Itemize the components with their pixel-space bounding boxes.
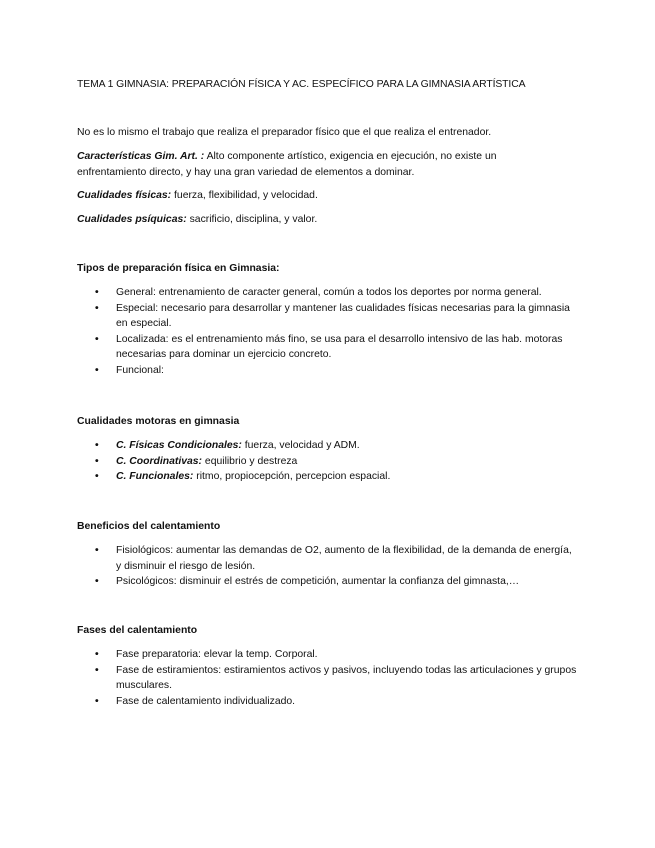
list-item — [77, 469, 577, 485]
section-heading-beneficios: Beneficios del calentamiento — [77, 521, 221, 532]
definition-text: Alto componente artístico, exigencia en ejecución, no existe un enfrentamiento directo, y hay una gran variedad de elementos a dominar. — [77, 151, 497, 178]
list-item — [77, 663, 577, 694]
definition-cualidades-fisicas — [77, 188, 557, 204]
section-list-beneficios — [77, 543, 577, 590]
list-item — [77, 543, 577, 574]
list-item-text: fuerza, velocidad y ADM. — [241, 440, 360, 451]
definition-text: sacrificio, disciplina, y valor. — [186, 214, 318, 225]
list-item-text: Localizada: es el entrenamiento más fino, se usa para el desarrollo intensivo de las hab. motoras necesarias para dominar un ejercicio concreto. — [116, 333, 563, 360]
list-item — [77, 332, 577, 363]
definition-cualidades-psiquicas — [77, 212, 557, 228]
list-item-text: Fase de estiramientos: estiramientos activos y pasivos, incluyendo todas las articulaciones y grupos musculares. — [116, 664, 577, 691]
section-heading-fases: Fases del calentamiento — [77, 625, 198, 636]
section-list-fases — [77, 647, 577, 709]
section-heading-cualidades-motoras: Cualidades motoras en gimnasia — [77, 416, 240, 427]
list-item — [77, 285, 577, 301]
definition-text: fuerza, flexibilidad, y velocidad. — [171, 190, 318, 201]
list-item-text: Fase de calentamiento individualizado. — [116, 695, 296, 707]
definition-label: Características Gim. Art. : — [77, 151, 205, 162]
bullet-icon: • — [95, 302, 99, 314]
list-item-label: C. Coordinativas: — [116, 455, 203, 467]
list-item — [77, 647, 577, 663]
definition-label: Cualidades psíquicas: — [77, 214, 187, 225]
bullet-icon: • — [95, 695, 99, 707]
intro-paragraph: No es lo mismo el trabajo que realiza el preparador físico que el que realiza el entrenador. — [77, 127, 492, 138]
bullet-icon: • — [95, 664, 99, 676]
bullet-icon: • — [95, 364, 99, 376]
list-item-text: ritmo, propiocepción, percepcion espacial. — [193, 471, 391, 482]
list-item — [77, 454, 577, 470]
bullet-icon: • — [95, 545, 99, 556]
list-item-text: Especial: necesario para desarrollar y mantener las cualidades físicas necesarias para la gimnasia en especial. — [116, 302, 570, 329]
list-item-label: C. Funcionales: — [116, 471, 194, 482]
list-item — [77, 301, 577, 332]
bullet-icon: • — [95, 471, 99, 482]
list-item-text: Funcional: — [116, 364, 164, 376]
list-item-text: equilibrio y destreza — [202, 455, 298, 467]
section-list-tipos — [77, 285, 577, 378]
definition-caracteristicas — [77, 149, 557, 180]
list-item-text: General: entrenamiento de caracter general, común a todos los deportes por norma general. — [116, 287, 542, 298]
list-item — [77, 694, 577, 710]
section-heading-tipos: Tipos de preparación física en Gimnasia: — [77, 263, 280, 274]
list-item — [77, 574, 577, 590]
bullet-icon: • — [95, 333, 99, 345]
list-item — [77, 363, 577, 379]
bullet-icon: • — [95, 455, 99, 467]
bullet-icon: • — [95, 287, 99, 298]
bullet-icon: • — [95, 649, 99, 660]
definition-label: Cualidades físicas: — [77, 190, 172, 201]
section-list-cualidades-motoras — [77, 438, 577, 485]
bullet-icon: • — [95, 576, 99, 587]
bullet-icon: • — [95, 440, 99, 451]
list-item — [77, 438, 577, 454]
list-item-label: C. Físicas Condicionales: — [116, 440, 242, 451]
list-item-text: Fase preparatoria: elevar la temp. Corporal. — [116, 649, 318, 660]
list-item-text: Fisiológicos: aumentar las demandas de O2, aumento de la flexibilidad, de la demanda de energía, y disminuir el riesgo de lesión. — [116, 545, 572, 572]
document-title: TEMA 1 GIMNASIA: PREPARACIÓN FÍSICA Y AC. ESPECÍFICO PARA LA GIMNASIA ARTÍSTICA — [77, 79, 526, 90]
list-item-text: Psicológicos: disminuir el estrés de competición, aumentar la confianza del gimnasta,… — [116, 576, 520, 587]
